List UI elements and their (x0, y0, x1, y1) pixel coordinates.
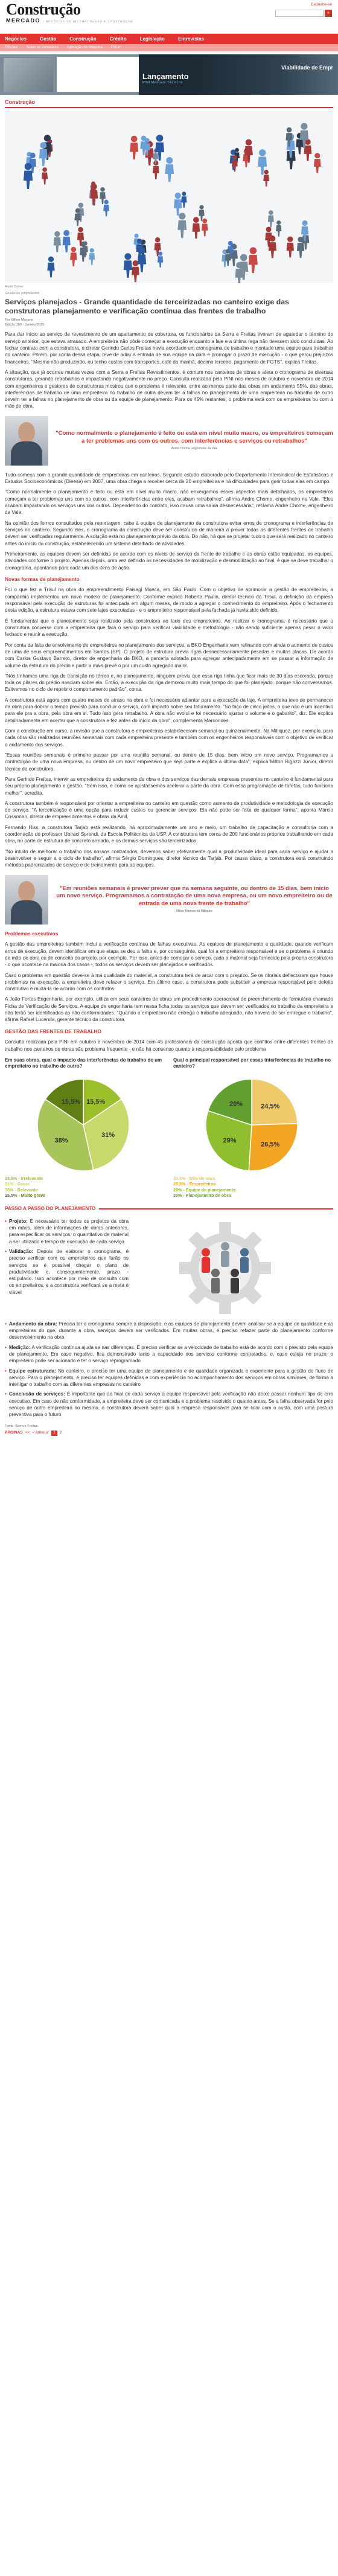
article-paragraph: Caso o problema em questão deve-se à má qualidade do material, a construtora terá de arcar com o prejuízo. Se os ritoriais deflectaram que houve problemas na execução, a empreiteira deve refazer o serviço. Em último caso, a construtora pode substituir a empresa responsável pelo defeito construtivo e multá-la de acordo com os contratos. (5, 972, 333, 992)
pie-slice-label-1: 26,5% (261, 1141, 280, 1149)
step-text: A verificação contínua ajuda se nas diferenças. É preciso verificar se a velocidade de trabalho está de acordo com o previsto pela equipe de planejamento. Em caso negativo, fica demonstrado tanto a capacidade dos serviços conforme contratados, e, caso esteja no prazo, o empreiteiro pode ser acionado e ter o serviço reprogramado (8, 1344, 333, 1364)
step-text: É necessário ter todos os projetos da obra em mãos, além de informações de obras anteriores, para especificar os serviços, o quantitativo de material a ser utilizado e tempo de execução de cada serviço (8, 1218, 129, 1245)
main-nav (0, 34, 338, 44)
worker-figure (199, 205, 204, 222)
step-label: Equipe estruturada: (8, 1368, 57, 1374)
top-right (275, 2, 332, 17)
nav-item-negocios[interactable]: Negócios (5, 36, 27, 42)
article-paragraph: Para Gerindo Freitas, intervir as empreiteiros do andamento da obra e dos serviços das demais empresas presentes no canteiro é fundamental para seu próprio planejamento e gestão. "Sem isso, é como se ajustássemos acelerar a parte da obra. Com essa programação de tarefas, tudo funciona melhor", acredita. (5, 776, 333, 796)
worker-figure (103, 200, 109, 216)
step-text: É importante que ao final de cada serviço a equipe responsável pela verificação não deixe passar nenhum tipo de erro executivo. Em caso de não conformidade, a empreiteira deve ser comunicada e o problema resolvido o quanto antes. Se a falha observada for pelo serviço de outra empreiteira no mesmo, a construtora deverá saber qual a empresa responsável para se lidar com o custo, com uma postura preventiva para o futuro (8, 1391, 333, 1418)
worker-figure (158, 252, 163, 268)
article-paragraph: "Como normalmente o planejamento é feito ou está em nível muito macro, não enxergamos esses aspectos mais detalhados, os empreiteiros começam a ter problemas uns com os outros, com interferências entre eles, acabam retrabalhos", afirma Andre Chome, engenheiro na Vale. "Eles acabam impactando os serviços uns dos outros. Dependendo do contrato, isso causa uma saída desnecessária", reclama Andre Chome, engenheiro da Vale. (5, 489, 333, 516)
gear-people-illustration (135, 1215, 333, 1318)
pagination (5, 1431, 333, 1436)
worker-figure (174, 193, 182, 216)
subheading: Problemas executivos (5, 930, 59, 937)
logo-tagline: NEGÓCIOS DE INCORPORAÇÃO E CONSTRUÇÃO (45, 20, 133, 24)
article-paragraph: Fernando Hiss, a construtora Tarjab está realizando, há aproximadamente um ano e meio, um trabalho de capacitação e consultoria com a coordenação do professor Ubiraci Sprendi, da Escola Politécnica da USP. A construtora tem cerca de 200 funcionários próprios trabalhando em cada obra, no parte de estrutura de concreto armado, e os demais serviços são terceirizados. (5, 824, 333, 844)
worker-figure (193, 217, 200, 239)
current-page: 1 (51, 1431, 57, 1436)
pie-slice-label-0: 24,5% (261, 1103, 280, 1110)
article-paragraph: Foi o que fez a Trisul na obra do empreendimento Paisagi Moeca, em São Paulo. Com o objetivo de aprimorar a gestão de empreiteiras, a companhia implementou um novo modelo de planejamento. Conforme explica Roberta Paulin, diretor técnico da Trisul, a definição da empresa responsável pela execução de estruturas foi antecipada em algum meses, de modo a agregar o conhecimento do empreiteiro. Após o fechamento desta edição, a estrutura estava com sete lajes executadas - e o empreiteiro responsável pela fachada já havia sido definido. (5, 587, 333, 614)
subnav-item-aplicacao[interactable]: Aplicação da Máquina (66, 45, 103, 50)
worker-figure (89, 248, 95, 265)
article-paragraph: A construtora está agora com quatro meses de atraso na obra e foi necessário adiantar para a execução da laje. A empreiteira teve de permanecer na obra para dobrar o tempo previsto para concluir o serviço, com impacto sobre seu faturamento. "Só faço de cinco jeitos, o que não é um incentivo para ele pra a obra, pela obra em si. Tudo isso gera retrabalho. A obra não evolui e foi necessário ajustar o volume e o gabarito", diz. Ele explica detalhadamente em acertar que a construtora e fez antes do início da obra", complementa Marcondes. (5, 697, 333, 723)
banner-right (196, 54, 338, 95)
article-paragraph: Consulta realizada pela PINI em outubro e novembro de 2014 com 45 profissionais da construção aponta que conflitos entre diferentes frentes de trabalho nos canteiros de obras são problema frequente - e não há consenso quanto à responsabilidade pelo problema (5, 1039, 333, 1052)
masthead (0, 0, 338, 34)
banner-left (0, 54, 139, 95)
pie-chart-impact (5, 1077, 162, 1173)
legend-item: 24,5% - Mão de obra (173, 1175, 215, 1181)
pie-slice-label-3: 15,5% (61, 1098, 81, 1106)
article-title: Serviços planejados - Grande quantidade de terceirizadas no canteiro exige das construtoras planejamento e verificação contínua das frentes de trabalho (5, 297, 290, 316)
gear-icon (135, 1215, 316, 1318)
worker-figure (177, 213, 187, 239)
pull-quote-author: André Chome, engenheiro da Vale (171, 447, 218, 451)
worker-figure (268, 211, 274, 228)
step-item: • Projeto: É necessário ter todos os projetos da obra em mãos, além de informações de obras anteriores, para especificar os serviços, o quantitativo de material a ser utilizado e tempo de execução de cada serviço (5, 1218, 129, 1245)
logo[interactable]: Construção (6, 1, 81, 18)
legend-item: 31% - Grave (5, 1181, 30, 1187)
article-paragraph: Para dar início ao serviço de revestimento de um apartamento de cobertura, os funcionários da Serra e Freitas tiveram de aguardar o término do serviço anterior, que estava atrasado. A empreiteira não pôde começar a execução enquanto a laje e a última rega não tivessem sido concluídas. Ao fechar contrato com a construtora, o diretor Gerindo Carlos Freitas havia acordado um cronograma de trabalho e montado uma equipe para trabalhar no canteiro. Porém, por conta dessa etapa, teve de adiar a entrada de sua equipe na obra e prorrogar o prazo de execução - o que gerou prejuízos financeiros. "Mesmo não produzindo, eu tenho custos com transportes, café da manhã, décimo terceiro, pagamento de FGTS", explica Freitas. (5, 332, 333, 365)
search-bar (275, 10, 332, 17)
hero-illustration (5, 111, 333, 283)
steps-block (5, 1215, 333, 1318)
worker-figure (70, 247, 77, 266)
banner-sub: PINI Manuais Técnicos (142, 81, 183, 85)
article-kicker[interactable]: Gestão de empreiteiros (5, 292, 40, 296)
chart-title: Em suas obras, qual o impacto das interferências do trabalho de um empreiteiro no trabalho de outro? (5, 1057, 162, 1069)
article-paragraph: Na opinião dos fornos consultados pela reportagem, cabe à equipe de planejamento da construtora evitar erros de cronograma e interferências de serviços no canteiro. Segundo eles, o cronograma da construção deve ser construído de maneira a prever todas as diferentes frentes de trabalho devem ser verificadas regularmente. A solução está no planejamento prévio da obra. Do não, há que se projetar tudo o que será realizado no canteiro antes do início da construção, estabelecendo um sistema detalhado de atividades. (5, 520, 333, 546)
legend-item: 15,5% - Muito grave (5, 1192, 46, 1198)
nav-item-entrevistas[interactable]: Entrevistas (177, 36, 205, 42)
step-item: • Equipe estruturada: No canteiro, o preciso ter uma equipe de planejamento e de qualidade organizada e experiente para a gestão do fluxo de serviço. Para o planejamento, é preciso ter equipes definidas e com experiência no acompanhamento dos serviços em obras similares, de forma a interligar o trabalho com as diferentes empresas no canteiro (5, 1368, 334, 1388)
subheading: Novas formas de planejamento (5, 575, 80, 582)
subnav-item-edicoes[interactable]: Edições (5, 45, 18, 50)
step-text: Precisa ter o cronograma sempre à disposição, e as equipes de planejamento devem analisar se a equipe de qualidade e as empreiteiras do que, durante a obra, serviços devem ser verificados. Em muitas obras, é preciso refazer parte do planejamento conforme desenvolvimento na obra (8, 1321, 333, 1341)
article-paragraph: É fundamental que o planejamento seja realizado pela construtora ao lado dos empreiteiros. Ao realizar o cronograma, é necessário que a construtora converse com a empreiteira que fará o serviço para verificar viabilidade e metodologia - não sendo suficiente apenas pesar o valor fechado e reunir a execução. (5, 618, 333, 638)
pie-slice-label-3: 20% (229, 1100, 243, 1108)
pie-slice-label-2: 29% (223, 1136, 237, 1144)
ad-banner[interactable] (0, 54, 338, 95)
article-paragraph: Com a construção em curso, a revisão que a construtora e empreiteiras estabeleceram semanal ou quinzenalmente. Na Milliquez, por exemplo, para cada obra são realizadas reuniões semanais com cada empreiteira presente e também com os engenheiros responsáveis com o objetivo de verificar o andamento dos serviços. (5, 728, 333, 748)
nav-item-legislacao[interactable]: Legislação (139, 36, 165, 42)
article-paragraph: Primeiramente, as equipes devem ser definidas de acordo com os níveis de serviço da frente de trabalho e as obras estão equipadas, as equipes, atividades conforme o projeto. Apenas depois, uma vez definido as necessidades de mobilização e desmobilização ao final, é que se deve trabalhar o cronograma, apontando para cada um dos itens de ação. (5, 551, 333, 571)
legend-item: 20% - Planejamento de obra (173, 1192, 231, 1198)
nav-item-credito[interactable]: Crédito (109, 36, 127, 42)
sub-nav (0, 44, 338, 51)
pie-chart-responsible (173, 1077, 330, 1173)
article-paragraph: Por conta da falta de envolvimento de empreiteiros no planejamento dos serviços, a BKO Engenharia vem refinando com ainda o aumento de custos de uma de seus empreendimentos em Santos (SP). O projeto de estrutura previa rígas desnecessariamente pesadas e muitas placas. De acordo com Carlos Gustavo Barreto, diretor de engenharia da BKO, a parceria adotada para agregar antecipadamente em se passar a informação de volume da estrutura do prédio e partir a mais prevê o por um custo agregado maior. (5, 642, 333, 668)
banner-right-title: Viabilidade de Empr (281, 65, 333, 71)
subheading: GESTÃO DAS FRENTES DE TRABALHO (5, 1028, 102, 1034)
article-paragraph: A construtora também é responsável por orientar a empreiteira no canteiro em questão como aumento de produtividade e metodologia de execução do serviço. "A terceirização é uma opção para reduzir custos ou gerenciar serviços. Ela não pode ser feita de qualquer forma", aponta Márcio Cossonan, diretor de empreendimentos e obras da Amil. (5, 800, 333, 820)
legend-item: 15,5% - Irrelevante (5, 1175, 43, 1181)
step-label: Conclusão de serviços: (8, 1391, 65, 1397)
subnav-item-todos[interactable]: Todos os conteúdos (26, 45, 59, 50)
worker-figure (74, 208, 80, 226)
banner-mid (139, 54, 196, 95)
pull-quote-text: "Em reuniões semanais é prever prever que na semana seguinte, ou dentro de 15 dias, bem início um novo serviço. Programamos a contratação de uma nova empresa, ou um novo empreiteiro ou de entrada de uma nova frente de trabalho" (56, 885, 333, 907)
logo-block[interactable] (6, 2, 133, 25)
article-paragraph: "Nós tínhamos uma riga de transição no térreo e, no planejamento, ninguém previu que essa riga tinha que ficar mais de 30 dias escorada, porque toda os pilares do prédio nasciam sobre ela. Então, a execução da riga demorou muito mais tempo do que foi planejado, porque não conversamos. Estivemos no ciclo de repetir o comportamento padrão", conta. (5, 673, 333, 693)
worker-figure (314, 153, 321, 173)
pull-quote-text: "Como normalmente o planejamento é feito ou está em nível muito macro, os empreiteiros começam a ter problemas uns com os outros, com interferências e serviços ou retrabalhos" (56, 430, 333, 444)
logo-sub: MERCADO (6, 18, 40, 24)
search-button[interactable]: » (325, 10, 332, 17)
article-paragraph: A João Fortes Engenharia, por exemplo, utiliza em seus canteiros de obras um procedimento operacional de preenchimento de formulário chamado Ficha de Verificação de Serviços. A equipe de engenharia tem nessa ficha todos os serviços que devem ser verificados no trabalho da empreiteira e não terão ser identificados as não conformidades. "Quando o empreiteiro não entrega o trabalho adequado, não haverá de ser entregue o trabalho", afirma Rafael Lucenda, gerente técnico da construtora. (5, 996, 333, 1023)
legend-item: 29% - Equipe de planejamento (173, 1187, 236, 1193)
pie-slice-label-0: 15,5% (86, 1098, 106, 1106)
article-edition: Edição 163 - Janeiro/2015 (5, 322, 45, 327)
chart-title: Qual o principal responsável por essas interferências de trabalho no canteiro? (173, 1057, 331, 1069)
nav-item-gestao[interactable]: Gestão (40, 36, 57, 42)
article-paragraph: "Essas reuniões semanais é primeiro passar por uma reunião semanal, ou dentro de 15 dias, bem início um novo serviço. Programamos a contratação de uma nova empresa, ou dentro de um novo empreiteiro que seja parte e explica a última data", explica Milton Rigazzi Júnior, diretor técnico da construtora. (5, 752, 333, 772)
legend-item: 26,5% - Empreiteiros (173, 1181, 216, 1187)
worker-figure (249, 248, 258, 274)
worker-figure (235, 262, 243, 283)
banner-photo (4, 58, 53, 92)
worker-figure (130, 136, 138, 159)
step-item: • Andamento da obra: Precisa ter o cronograma sempre à disposição, e as equipes de planejamento devem analisar se a equipe de qualidade e as empreiteiras do que, durante a obra, serviços devem ser verificados. Em muitas obras, é preciso refazer parte do planejamento conforme desenvolvimento na obra (5, 1321, 333, 1341)
worker-figure (225, 249, 231, 266)
article (0, 111, 338, 1436)
worker-figure (39, 143, 48, 167)
step-text: Depois de elaborar o cronograma, é preciso verificar com os empreiteiros que farão os serviços se é possível chegar o plano de produtividade e, consequentemente, prazo - estipulado. Isso acontece por meio de consulta com os empreiteiros, e a construtora verificará se a meta é viável (8, 1248, 129, 1295)
pie-slice-0 (252, 1079, 298, 1125)
banner-title: Lançamento (142, 72, 189, 81)
chart-responsible (173, 1057, 333, 1198)
worker-figure (202, 219, 208, 236)
pull-quote-author: Milton Marinez da Milliquez (176, 909, 213, 914)
charts-row (5, 1057, 333, 1198)
step-label: Projeto: (8, 1218, 28, 1224)
subnav-item-forum[interactable]: Fórum (110, 45, 122, 50)
worker-figure (63, 230, 71, 252)
source-note: Fonte: Serra e Freitas (5, 1424, 38, 1428)
register-link[interactable]: Cadastre-se (310, 2, 332, 7)
worker-figure (276, 220, 281, 237)
pie-slice-label-2: 38% (54, 1136, 68, 1144)
steps-header (5, 1205, 333, 1212)
step-label: Validação: (8, 1248, 34, 1254)
first-page-link[interactable]: << (25, 1431, 30, 1435)
nav-item-construcao[interactable]: Construção (69, 36, 97, 42)
step-item: • Validação: Depois de elaborar o cronograma, é preciso verificar com os empreiteiros que farão os serviços se é possível chegar o plano de produtividade e, consequentemente, prazo - estipulado. Isso acontece por meio de consulta com os empreiteiros, e a construtora verificará se a meta é viável (5, 1248, 129, 1295)
article-paragraph: "No intuito de melhorar o trabalho dos nossos contratados, devemos saber efetivamente qual a produtividade ideal para cada serviço e ajudar a desenvolver e seguir a o ciclo de trabalho", afirma Sérgio Domingues, diretor técnico da Tarjab. Por causa disso, a construtora está construindo métodos padronizados de serviço e de treinamento para as equipes. (5, 848, 333, 868)
step-item: • Medição: A verificação contínua ajuda se nas diferenças. É preciso verificar se a velocidade de trabalho está de acordo com o previsto pela equipe de planejamento. Em caso negativo, fica demonstrado tanto a capacidade dos serviços conforme contratados, e, caso esteja no prazo, o empreiteiro pode ser acionado e ter o serviço reprogramado (5, 1344, 333, 1364)
article-paragraph: A gestão das empreiteiras também inclui a verificação contínua de falhas executivas. As equipes de planejamento e qualidade, quando verificam erros de execução, devem identificar em que etapa se deu a falha e, por conseguinte, qual foi a empreiteira responsável e se o problema é oriundo de mão de obra ou de conceito do projeto, por exemplo. Por isso, antes de começar o serviço, cada a material seja fornecido pela própria construtora - o que acontece na maioria dos casos -, todos os serviços devem ser planejados e verificados. (5, 941, 333, 968)
worker-figure (287, 237, 294, 258)
avatar (5, 416, 48, 466)
worker-figure (47, 257, 54, 278)
worker-figure (263, 170, 269, 187)
worker-figure (165, 157, 174, 182)
worker-figure (42, 167, 48, 184)
step-text: No canteiro, o preciso ter uma equipe de planejamento e de qualidade organizada e experiente para a gestão do fluxo de serviço. Para o planejamento, é preciso ter equipes definidas e com experiência no acompanhamento dos serviços em obras similares, de forma a interligar o trabalho com as diferentes empresas no canteiro (8, 1368, 334, 1388)
article-byline: Por Milton Mariano (5, 318, 33, 322)
steps-list (5, 1215, 129, 1318)
hero-caption: André Cleiner (5, 285, 24, 289)
worker-figure (269, 235, 276, 258)
step-label: Medição: (8, 1344, 31, 1350)
page-link-2[interactable]: 2 (59, 1431, 62, 1435)
pull-quote (5, 875, 333, 924)
banner-box (57, 57, 139, 92)
worker-figure (297, 237, 304, 258)
prev-page-link[interactable]: < Anterior (32, 1431, 49, 1435)
worker-figure (181, 192, 187, 208)
pull-quote (5, 416, 333, 466)
section-label[interactable]: Construção (5, 98, 333, 108)
steps-title: PASSO A PASSO DO PLANEJAMENTO (5, 1206, 96, 1212)
worker-figure (54, 231, 61, 252)
chart-legend (5, 1176, 165, 1198)
legend-item: 38% - Relevante (5, 1187, 38, 1193)
article-paragraph: Tudo começa com a grande quantidade de empreiteiras em canteiros. Segundo estudo elaborado pelo Departamento Intersindical de Estatísticas e Estudos Socioeconômicos (Dieese) em 2007, uma obra chega a receber cerca de 20 empreiteiras e há dificuldades para gerir todas elas em campo. (5, 472, 333, 485)
chart-legend (173, 1176, 333, 1198)
search-input[interactable] (275, 10, 324, 17)
worker-figure (24, 163, 33, 189)
chart-impact (5, 1057, 165, 1198)
step-item: • Conclusão de serviços: É importante que ao final de cada serviço a equipe responsável pela verificação não deixe passar nenhum tipo de erro executivo. Em caso de não conformidade, a empreiteira deve ser comunicada e o problema resolvido o quanto antes. Se a falha observada for pelo serviço de outra empreiteira no mesmo, a construtora deverá saber qual a empresa responsável para se lidar com o custo, com uma postura preventiva para o futuro (5, 1391, 333, 1418)
article-paragraph: A situação, que já ocorreu muitas vezes com a Serra e Freitas Revestimentos, é comum nos canteiros de obras e afeta o cronograma de diversas construtoras, gerando retrabalhos e impactando negativamente no preço. Consulta realizada pela PINI nos meses de outubro e novembro de 2014 com engenheiros e gestores de construtoras mostrou que o problema é relevante, entre ao menos parte das obras em andamento 55%, das obras, interferências de trabalho de uma empreiteira no trabalho de outra devem ter a falhas no planejamento de uma empreiteira no trabalho de outro devem ter a falhas no planejamento de obra ou da equipe de planejamento. Para os 45% restantes, o problema está com os empreiteiros ou com a mão de obra. (5, 369, 333, 409)
worker-figure (29, 153, 36, 173)
worker-figure (124, 254, 132, 278)
worker-figures-illustration (5, 111, 333, 283)
avatar (5, 875, 48, 924)
step-label: Andamento da obra: (8, 1321, 57, 1327)
pie-slice-label-1: 31% (101, 1132, 115, 1139)
pages-label: PÁGINAS (5, 1431, 23, 1435)
